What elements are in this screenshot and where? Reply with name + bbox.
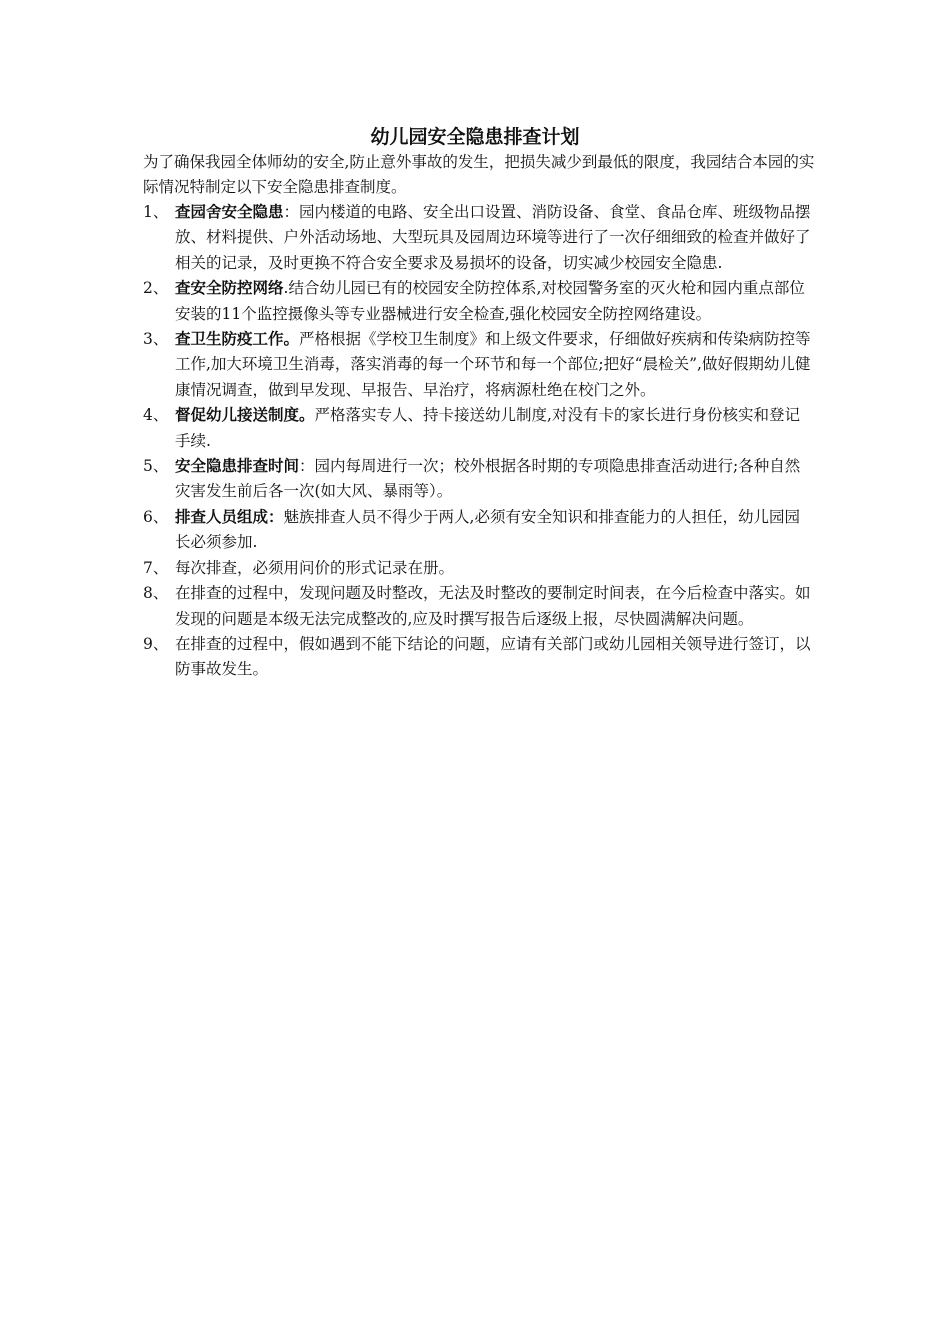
item-text: .结合幼儿园已有的校园安全防控体系,对校园警务室的灭火枪和园内重点部位安装的11个监控摄像头等专业器械进行安全检查,强化校园安全防控网络建设。 (175, 279, 805, 323)
item-text: 在排查的过程中，假如遇到不能下结论的问题，应请有关部门或幼儿园相关领导进行签订，以防事故发生。 (175, 634, 811, 679)
item-text: ：园内每周进行一次；校外根据各时期的专项隐患排查活动进行;各种自然灾害发生前后各一次(如大风、暴雨等）。 (175, 457, 801, 501)
item-heading: 查安全防控网络 (175, 279, 284, 298)
item-number: 4、 (143, 406, 169, 425)
rules-list (143, 200, 813, 683)
list-item (143, 556, 813, 581)
list-item (143, 505, 813, 556)
item-text: 魅族排查人员不得少于两人,必须有安全知识和排查能力的人担任，幼儿园园长必须参加. (175, 507, 800, 552)
item-number: 9、 (143, 634, 169, 653)
item-number: 5、 (143, 457, 169, 476)
item-number: 2、 (143, 279, 169, 298)
item-number: 6、 (143, 507, 169, 526)
list-item (143, 581, 813, 632)
list-item (143, 276, 813, 327)
item-text: ：园内楼道的电路、安全出口设置、消防设备、食堂、食品仓库、班级物品摆放、材料提供、户外活动场地、大型玩具及园周边环境等进行了一次仔细细致的检查并做好了相关的记录，及时更换不符合安全要求及易损坏的设备，切实减少校园安全隐患. (175, 203, 811, 272)
item-text: 在排查的过程中，发现问题及时整改，无法及时整改的要制定时间表，在今后检查中落实。如发现的问题是本级无法完成整改的,应及时撰写报告后逐级上报，尽快圆满解决问题。 (175, 584, 811, 628)
list-item (143, 632, 813, 683)
item-number: 7、 (143, 558, 169, 577)
list-item (143, 403, 813, 454)
item-heading: 查园舍安全隐患 (175, 203, 284, 221)
item-text: 严格落实专人、持卡接送幼儿制度,对没有卡的家长进行身份核实和登记手续. (175, 406, 800, 450)
list-item (143, 454, 813, 505)
item-number: 3、 (143, 330, 169, 349)
item-heading: 安全隐患排查时间 (175, 457, 300, 476)
document-title: 幼儿园安全隐患排查计划 (370, 126, 580, 148)
item-heading: 查卫生防疫工作。 (175, 330, 300, 349)
item-text: 每次排查，必须用问价的形式记录在册。 (175, 558, 455, 577)
list-item (143, 200, 813, 276)
item-text: 严格根据《学校卫生制度》和上级文件要求，仔细做好疾病和传染病防控等工作,加大环境卫生消毒，落实消毒的每一个环节和每一个部位;把好“晨检关”,做好假期幼儿健康情况调查，做到早发现、早报告、早治疗，将病源杜绝在校门之外。 (175, 330, 811, 399)
item-heading: 排查人员组成： (175, 507, 284, 526)
item-number: 1、 (143, 203, 169, 221)
list-item (143, 327, 813, 403)
item-heading: 督促幼儿接送制度。 (175, 406, 315, 425)
item-number: 8、 (143, 584, 169, 603)
intro-paragraph: 为了确保我园全体师幼的安全,防止意外事故的发生，把损失减少到最低的限度，我园结合本园的实际情况特制定以下安全隐患排查制度。 (143, 153, 815, 196)
